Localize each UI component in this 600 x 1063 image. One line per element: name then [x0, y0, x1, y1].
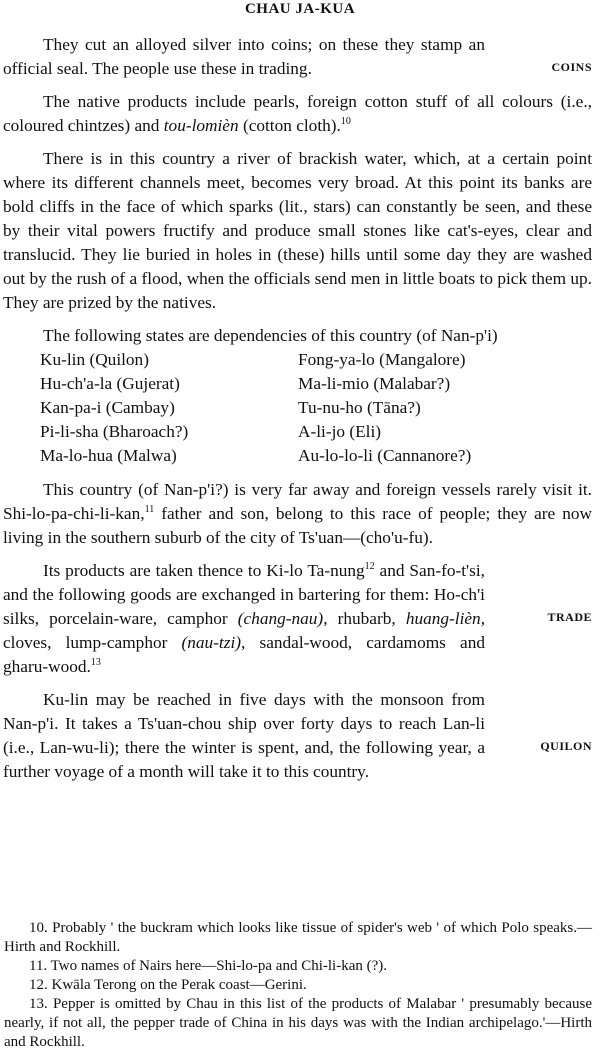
italic-term: tou-lomièn — [163, 116, 239, 135]
footnote-ref: 12 — [364, 561, 375, 573]
footnote-13: 13. Pepper is omitted by Chau in this list of the products of Malabar ' presumably because nearly, if not all, the pepper trade of China in his days was with the Indian archipelago.'—Hirth and Rockhill. — [4, 996, 592, 1050]
running-header: CHAU JA-KUA — [244, 1, 356, 17]
footnote-11: 11. Two names of Nairs here—Shi-lo-pa and Chi-li-kan (?). — [29, 958, 388, 974]
paragraph-text: , cloves, lump-camphor — [3, 609, 486, 652]
paragraph-text: , sandal-wood, cardamoms and gharu-wood. — [3, 633, 485, 676]
paragraph-text: There is in this country a river of brackish water, which, at a certain point where its different channels meet, becomes very broad. At this point its banks are bold cliffs in the face of which sparks (lit., stars) can constantly be seen, and these by their vital powers fructify and produce small stones like cat's-eyes, clear and translucid. They lie buried in holes in (these) hills until some day they are washed out by the rush of a flood, when the officials send men in little boats to pick them up. They are prized by the natives. — [3, 149, 592, 312]
paragraph-trade — [0, 559, 600, 679]
dependency-state: Hu-ch'a-la (Gujerat) — [40, 374, 180, 393]
dependency-row — [0, 372, 471, 396]
paragraph-coins — [0, 33, 600, 81]
dependency-state: Kan-pa-i (Cambay) — [40, 398, 175, 417]
paragraph-text: Ku-lin may be reached in five days with the monsoon from Nan-p'i. It takes a Ts'uan-chou ship over forty days to reach Lan-li (i.e., Lan-wu-li); there the winter is spent, and, the following year, a further voyage of a month will take it to this country. — [3, 690, 485, 781]
dependency-row — [0, 420, 471, 444]
paragraph-text: The native products include pearls, foreign cotton stuff of all colours (i.e., coloured chintzes) and — [3, 92, 592, 135]
dependency-row — [0, 444, 471, 468]
italic-term: huang-lièn — [405, 609, 481, 628]
footnote-12: 12. Kwāla Terong on the Perak coast—Gerini. — [29, 977, 307, 993]
paragraph-text: This country (of Nan-p'i?) is very far away and foreign vessels rarely visit it. Shi-lo-pa-chi-li-kan, — [3, 480, 592, 523]
paragraph-text: and San-fo-t'si, and the following goods are exchanged in bartering for them: Ho-ch'i silks, porcelain-ware, camphor — [3, 561, 485, 628]
italic-term: (chang-nau) — [237, 609, 324, 628]
footnote-ref: 10 — [340, 116, 351, 128]
dependency-state: Pi-li-sha (Bharoach?) — [40, 422, 189, 441]
main-text — [0, 33, 600, 793]
paragraph-text: (cotton cloth). — [238, 116, 341, 135]
dependency-state: Tu-nu-ho (Tāna?) — [298, 398, 421, 417]
dependency-state: Ma-li-mio (Malabar?) — [298, 374, 451, 393]
footnote-ref: 13 — [90, 657, 101, 669]
paragraph-quilon — [0, 688, 600, 784]
paragraph-text: , rhubarb, — [323, 609, 406, 628]
dependency-state: Fong-ya-lo (Mangalore) — [298, 350, 466, 369]
dependencies-intro: The following states are dependencies of this country (of Nan-p'i) — [43, 326, 498, 345]
dependencies-table — [0, 348, 471, 468]
paragraph-text: father and son, belong to this race of people; they are now living in the southern suburb of the city of Ts'uan—(cho'u-fu). — [3, 504, 592, 547]
margin-note-trade: TRADE — [547, 610, 592, 624]
dependency-row — [0, 348, 471, 372]
dependency-state: Ma-lo-hua (Malwa) — [40, 446, 177, 465]
footnotes — [0, 919, 600, 1052]
footnote-10: 10. Probably ' the buckram which looks like tissue of spider's web ' of which Polo speaks.—Hirth and Rockhill. — [4, 920, 592, 955]
paragraph-native-products — [0, 90, 600, 138]
dependency-state: A-li-jo (Eli) — [298, 422, 382, 441]
dependency-row — [0, 396, 471, 420]
margin-note-quilon: QUILON — [540, 739, 592, 753]
paragraph-text: They cut an alloyed silver into coins; on these they stamp an official seal. The people use these in trading. — [3, 35, 485, 78]
dependency-state: Ku-lin (Quilon) — [40, 350, 149, 369]
paragraph-far-away — [0, 478, 600, 550]
margin-note-coins: COINS — [551, 60, 592, 74]
paragraph-river — [0, 147, 600, 315]
paragraph-text: Its products are taken thence to Ki-lo Ta-nung — [43, 561, 365, 580]
dependency-state: Au-lo-lo-li (Cannanore?) — [298, 446, 472, 465]
footnote-ref: 11 — [144, 504, 155, 516]
italic-term: (nau-tzi) — [181, 633, 242, 652]
